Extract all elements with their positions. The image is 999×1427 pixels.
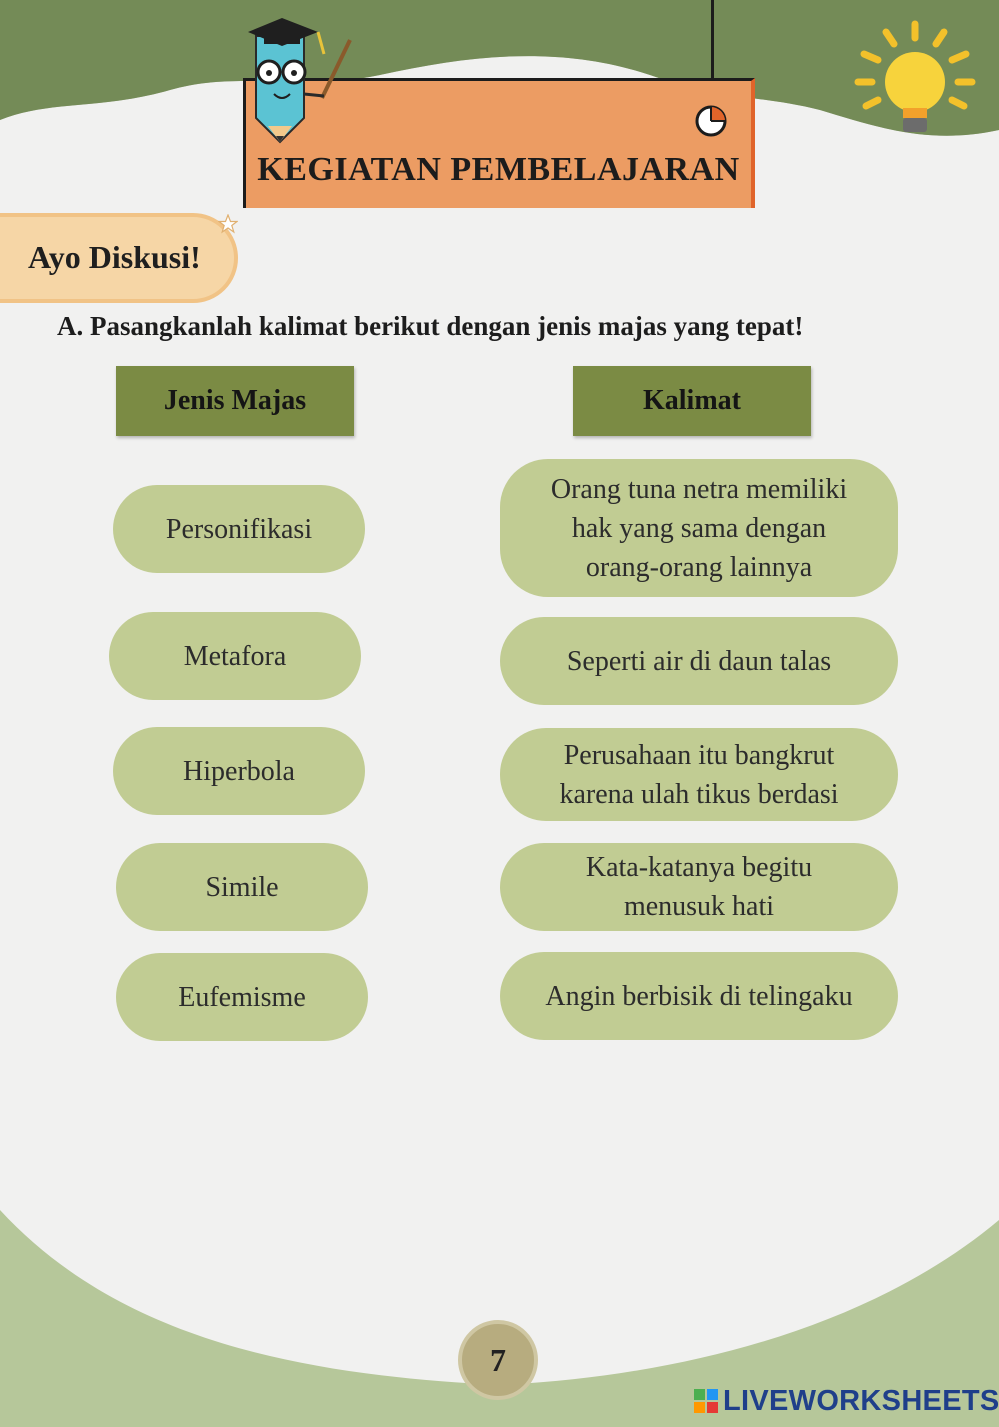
badge-label: Ayo Diskusi! xyxy=(28,239,201,275)
brand-text: LIVEWORKSHEETS xyxy=(723,1384,999,1417)
instruction-text: A. Pasangkanlah kalimat berikut dengan jenis majas yang tepat! xyxy=(57,311,804,341)
kalimat-item-3[interactable]: Perusahaan itu bangkrut karena ulah tikus berdasi xyxy=(500,728,898,821)
header-jenis-majas: Jenis Majas xyxy=(116,366,354,436)
pin-icon xyxy=(694,104,728,138)
star-icon xyxy=(218,214,238,234)
banner-title: KEGIATAN PEMBELAJARAN xyxy=(257,151,740,188)
kalimat-item-1[interactable]: Orang tuna netra memiliki hak yang sama dengan orang-orang lainnya xyxy=(500,459,898,597)
majas-simile[interactable]: Simile xyxy=(116,843,368,931)
majas-hiperbola[interactable]: Hiperbola xyxy=(113,727,365,815)
kalimat-item-4[interactable]: Kata-katanya begitu menusuk hati xyxy=(500,843,898,931)
page-number: 7 xyxy=(458,1320,538,1400)
kalimat-item-2[interactable]: Seperti air di daun talas xyxy=(500,617,898,705)
pencil-mascot-icon xyxy=(238,6,358,146)
lightbulb-icon xyxy=(850,20,980,140)
majas-personifikasi[interactable]: Personifikasi xyxy=(113,485,365,573)
kalimat-item-5[interactable]: Angin berbisik di telingaku xyxy=(500,952,898,1040)
majas-metafora[interactable]: Metafora xyxy=(109,612,361,700)
ayo-diskusi-badge xyxy=(0,213,238,303)
liveworksheets-logo-icon xyxy=(693,1388,719,1414)
liveworksheets-brand xyxy=(693,1385,999,1417)
header-kalimat: Kalimat xyxy=(573,366,811,436)
majas-eufemisme[interactable]: Eufemisme xyxy=(116,953,368,1041)
